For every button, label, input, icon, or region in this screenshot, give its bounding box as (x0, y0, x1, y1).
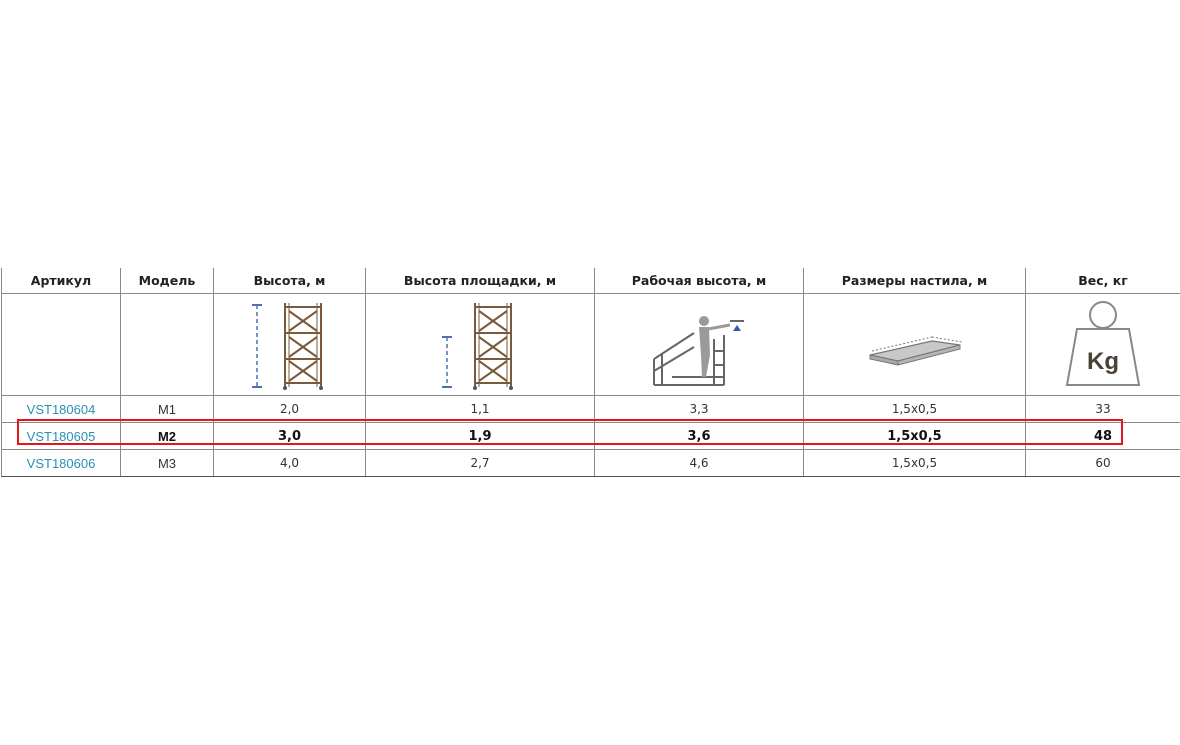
icon-cell-weight (1026, 294, 1180, 396)
model-cell: M3 (121, 450, 214, 477)
platform-height-cell: 1,9 (366, 423, 595, 450)
deck-size-cell: 1,5x0,5 (804, 396, 1026, 423)
platform-height-cell: 1,1 (366, 396, 595, 423)
deck-size-cell: 1,5x0,5 (804, 423, 1026, 450)
model-cell: M2 (121, 423, 214, 450)
icon-cell-height (214, 294, 366, 396)
sku-link[interactable]: VST180604 (2, 396, 121, 423)
col-header-height: Высота, м (214, 268, 366, 294)
icon-cell-deck-size (804, 294, 1026, 396)
working-height-icon (644, 299, 754, 391)
height-cell: 2,0 (214, 396, 366, 423)
weight-cell: 48 (1026, 423, 1180, 450)
weight-cell: 33 (1026, 396, 1180, 423)
icon-cell-platform-height (366, 294, 595, 396)
deck-size-cell: 1,5x0,5 (804, 450, 1026, 477)
height-cell: 4,0 (214, 450, 366, 477)
sku-link[interactable]: VST180605 (2, 423, 121, 450)
sku-link[interactable]: VST180606 (2, 450, 121, 477)
table-row (2, 450, 1180, 477)
icon-row (2, 294, 1180, 396)
working-height-cell: 4,6 (595, 450, 804, 477)
tower-height-icon (245, 299, 335, 391)
working-height-cell: 3,3 (595, 396, 804, 423)
col-header-platform-height: Высота площадки, м (366, 268, 595, 294)
weight-cell: 60 (1026, 450, 1180, 477)
col-header-sku: Артикул (2, 268, 121, 294)
working-height-cell: 3,6 (595, 423, 804, 450)
spec-table (1, 268, 1180, 477)
weight-icon-label: Kg (1087, 347, 1119, 375)
model-cell: M1 (121, 396, 214, 423)
col-header-model: Модель (121, 268, 214, 294)
col-header-working-height: Рабочая высота, м (595, 268, 804, 294)
header-row (2, 268, 1180, 294)
table-row-highlighted (2, 423, 1180, 450)
col-header-deck-size: Размеры настила, м (804, 268, 1026, 294)
deck-platform-icon (860, 315, 970, 375)
icon-cell-working-height (595, 294, 804, 396)
icon-cell-empty (121, 294, 214, 396)
weight-kg-icon (1063, 299, 1143, 391)
icon-cell-empty (2, 294, 121, 396)
platform-height-cell: 2,7 (366, 450, 595, 477)
table-row (2, 396, 1180, 423)
col-header-weight: Вес, кг (1026, 268, 1180, 294)
height-cell: 3,0 (214, 423, 366, 450)
platform-height-icon (435, 299, 525, 391)
